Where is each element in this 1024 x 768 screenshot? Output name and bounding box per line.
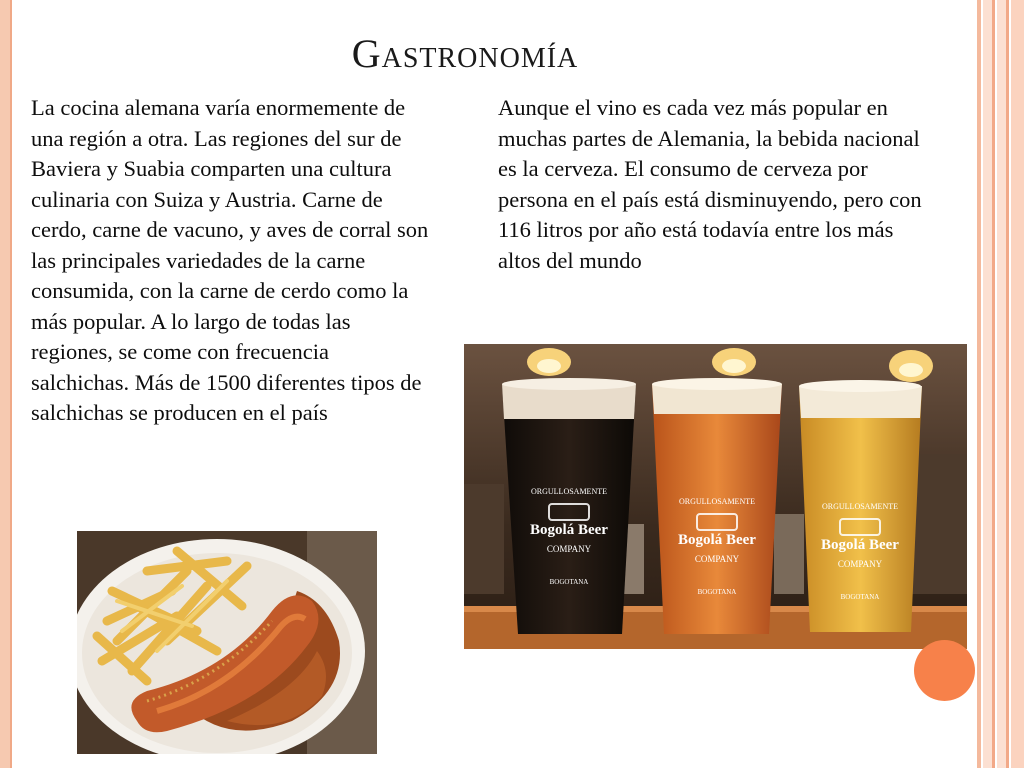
right-border-stripe [983,0,992,768]
left-column-text: La cocina alemana varía enormemente de una región a otra. Las regiones del sur de Baviera y Suabia comparten una cultura culinaria con Suiza y Austria. Carne de cerdo, carne de vacuno, y aves de corral son las principales variedades de la carne consumida, con la carne de cerdo como la más popular. A lo largo de todas las regiones, se come con frecuencia salchichas. Más de 1500 diferentes tipos de salchichas se producen en el país [31,95,429,425]
beer-glasses-illustration [464,344,967,649]
right-border-stripe [997,0,1006,768]
right-border-stripe [992,0,995,768]
glass-logo-text: COMPANY [546,544,592,554]
left-border-stripe [0,0,10,768]
right-border-stripe [1011,0,1024,768]
glass-logo-text: ORGULLOSAMENTE [531,487,607,496]
right-border-stripe [1006,0,1009,768]
glass-logo-text: ORGULLOSAMENTE [679,497,755,506]
glass-logo-text: ORGULLOSAMENTE [822,502,898,511]
glass-logo-text: Bogolá Beer [530,522,608,538]
glass-logo-text: Bogolá Beer [678,532,756,548]
slide-title: Gastronomía [351,31,579,76]
glass-logo-text: BOGOTANA [549,578,589,586]
glass-logo-text: COMPANY [694,554,740,564]
right-column-text: Aunque el vino es cada vez más popular en muchas partes de Alemania, la bebida nacional es la cerveza. El consumo de cerveza por persona en el país está disminuyendo, pero con 116 litros por año está todavía entre los más altos del mundo [498,95,922,273]
left-border-line [10,0,12,768]
beer-glasses-photo [464,344,967,649]
glass-logo-text: Bogolá Beer [821,537,899,553]
orange-circle-decoration [914,640,975,701]
currywurst-photo [77,531,377,754]
glass-logo-text: BOGOTANA [840,593,880,601]
right-border-stripe [977,0,981,768]
glass-logo-text: BOGOTANA [697,588,737,596]
currywurst-illustration [77,531,377,754]
glass-logo-text: COMPANY [837,559,883,569]
